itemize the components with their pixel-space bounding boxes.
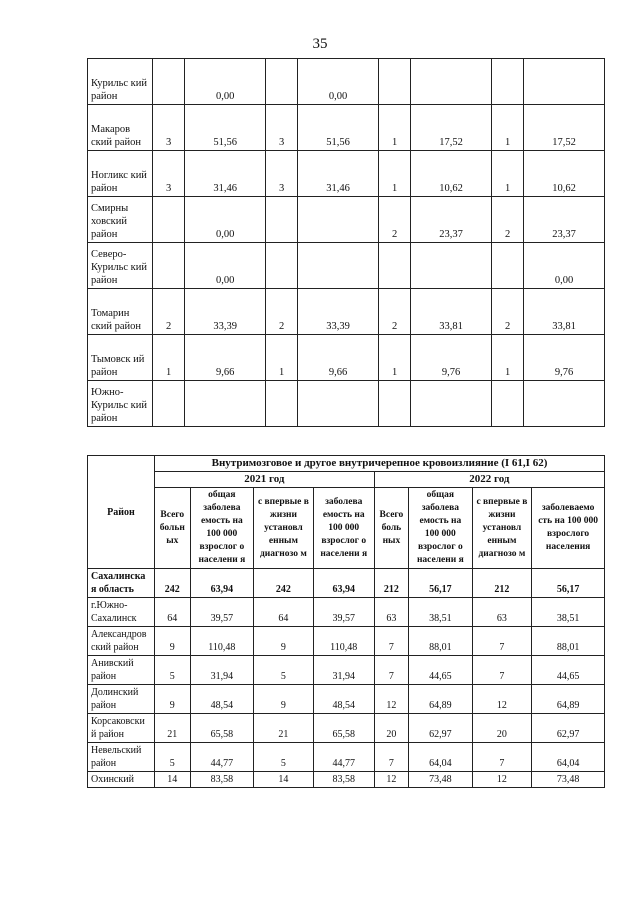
table-stroke-incidence xyxy=(87,455,605,788)
value-cell: 12 xyxy=(472,685,532,714)
table-row xyxy=(88,197,605,243)
value-cell: 2 xyxy=(491,289,523,335)
value-cell: 1 xyxy=(153,335,185,381)
table-row xyxy=(88,772,605,788)
value-cell: 7 xyxy=(374,627,408,656)
district-name-cell: г.Южно-Сахалинск xyxy=(88,598,155,627)
value-cell: 212 xyxy=(374,569,408,598)
value-cell: 7 xyxy=(374,656,408,685)
col-header: общая заболева емость на 100 000 взрослог о населени я xyxy=(190,488,254,569)
value-cell xyxy=(265,381,297,427)
value-cell: 64 xyxy=(155,598,191,627)
value-cell xyxy=(378,59,410,105)
value-cell xyxy=(491,381,523,427)
table-row xyxy=(88,105,605,151)
district-name-cell: Сахалинска я область xyxy=(88,569,155,598)
table-stroke-body xyxy=(88,569,605,788)
value-cell: 31,46 xyxy=(185,151,266,197)
table-row xyxy=(88,714,605,743)
value-cell xyxy=(524,381,605,427)
value-cell: 1 xyxy=(491,335,523,381)
value-cell: 9,76 xyxy=(411,335,492,381)
year-2022-header: 2022 год xyxy=(374,472,604,488)
value-cell: 0,00 xyxy=(524,243,605,289)
value-cell: 9 xyxy=(155,685,191,714)
value-cell xyxy=(153,381,185,427)
table-row xyxy=(88,381,605,427)
value-cell: 12 xyxy=(374,685,408,714)
value-cell: 44,65 xyxy=(409,656,473,685)
district-name-cell: Южно-Курильс кий район xyxy=(88,381,153,427)
value-cell: 9 xyxy=(254,685,314,714)
table-row xyxy=(88,656,605,685)
value-cell: 9,66 xyxy=(298,335,379,381)
value-cell: 51,56 xyxy=(185,105,266,151)
value-cell: 73,48 xyxy=(409,772,473,788)
value-cell: 73,48 xyxy=(532,772,605,788)
value-cell: 1 xyxy=(491,151,523,197)
value-cell: 1 xyxy=(265,335,297,381)
table-row xyxy=(88,627,605,656)
value-cell: 14 xyxy=(254,772,314,788)
table-row xyxy=(88,151,605,197)
value-cell: 44,77 xyxy=(190,743,254,772)
value-cell: 0,00 xyxy=(298,59,379,105)
col-header: с впервые в жизни установл енным диагнозо м xyxy=(472,488,532,569)
value-cell xyxy=(298,381,379,427)
value-cell: 63 xyxy=(472,598,532,627)
value-cell: 38,51 xyxy=(532,598,605,627)
district-name-cell: Макаров ский район xyxy=(88,105,153,151)
value-cell: 10,62 xyxy=(411,151,492,197)
value-cell: 63,94 xyxy=(190,569,254,598)
table-continued xyxy=(87,58,605,427)
table-header xyxy=(88,456,605,569)
value-cell: 64 xyxy=(254,598,314,627)
table-row xyxy=(88,569,605,598)
value-cell: 33,39 xyxy=(185,289,266,335)
value-cell: 2 xyxy=(153,289,185,335)
table-row xyxy=(88,289,605,335)
value-cell: 0,00 xyxy=(185,243,266,289)
value-cell xyxy=(298,243,379,289)
value-cell: 31,94 xyxy=(313,656,374,685)
value-cell: 38,51 xyxy=(409,598,473,627)
col-header: общая заболева емость на 100 000 взрослог о населени я xyxy=(409,488,473,569)
value-cell: 3 xyxy=(265,105,297,151)
district-name-cell: Томарин ский район xyxy=(88,289,153,335)
col-header: заболева емость на 100 000 взрослог о населени я xyxy=(313,488,374,569)
value-cell xyxy=(491,243,523,289)
district-name-cell: Ногликс кий район xyxy=(88,151,153,197)
value-cell: 62,97 xyxy=(532,714,605,743)
value-cell: 1 xyxy=(378,105,410,151)
value-cell: 64,89 xyxy=(409,685,473,714)
value-cell: 9,76 xyxy=(524,335,605,381)
value-cell: 9,66 xyxy=(185,335,266,381)
value-cell: 33,81 xyxy=(524,289,605,335)
value-cell: 48,54 xyxy=(313,685,374,714)
table-row xyxy=(88,685,605,714)
value-cell xyxy=(524,59,605,105)
value-cell: 63,94 xyxy=(313,569,374,598)
table-row xyxy=(88,598,605,627)
value-cell: 56,17 xyxy=(532,569,605,598)
value-cell xyxy=(153,243,185,289)
value-cell: 62,97 xyxy=(409,714,473,743)
value-cell: 39,57 xyxy=(190,598,254,627)
value-cell: 7 xyxy=(472,627,532,656)
value-cell xyxy=(378,381,410,427)
value-cell: 64,89 xyxy=(532,685,605,714)
value-cell: 56,17 xyxy=(409,569,473,598)
col-header: с впервые в жизни установл енным диагнозо м xyxy=(254,488,314,569)
value-cell: 17,52 xyxy=(524,105,605,151)
col-header: Всего больн ых xyxy=(155,488,191,569)
value-cell: 242 xyxy=(155,569,191,598)
value-cell: 14 xyxy=(155,772,191,788)
page-number: 35 xyxy=(312,36,328,52)
table-row xyxy=(88,743,605,772)
value-cell: 7 xyxy=(472,743,532,772)
value-cell xyxy=(411,243,492,289)
value-cell: 21 xyxy=(155,714,191,743)
value-cell xyxy=(265,197,297,243)
value-cell: 20 xyxy=(472,714,532,743)
district-name-cell: Анивский район xyxy=(88,656,155,685)
value-cell: 0,00 xyxy=(185,59,266,105)
district-name-cell: Корсаковски й район xyxy=(88,714,155,743)
value-cell xyxy=(298,197,379,243)
value-cell: 17,52 xyxy=(411,105,492,151)
district-column-header: Район xyxy=(88,456,155,569)
value-cell: 1 xyxy=(378,335,410,381)
value-cell: 33,39 xyxy=(298,289,379,335)
district-name-cell: Тымовск ий район xyxy=(88,335,153,381)
value-cell: 212 xyxy=(472,569,532,598)
district-name-cell: Александров ский район xyxy=(88,627,155,656)
value-cell: 31,94 xyxy=(190,656,254,685)
table-row xyxy=(88,59,605,105)
value-cell: 3 xyxy=(265,151,297,197)
value-cell xyxy=(185,381,266,427)
value-cell xyxy=(153,197,185,243)
value-cell: 48,54 xyxy=(190,685,254,714)
value-cell: 5 xyxy=(254,656,314,685)
value-cell: 23,37 xyxy=(411,197,492,243)
district-name-cell: Невельский район xyxy=(88,743,155,772)
col-header: заболеваемо сть на 100 000 взрослого населения xyxy=(532,488,605,569)
value-cell: 44,77 xyxy=(313,743,374,772)
value-cell: 88,01 xyxy=(532,627,605,656)
value-cell: 0,00 xyxy=(185,197,266,243)
value-cell xyxy=(265,59,297,105)
value-cell xyxy=(411,59,492,105)
table-continued-body xyxy=(88,59,605,427)
value-cell: 10,62 xyxy=(524,151,605,197)
value-cell: 51,56 xyxy=(298,105,379,151)
value-cell: 1 xyxy=(491,105,523,151)
value-cell: 39,57 xyxy=(313,598,374,627)
value-cell: 12 xyxy=(374,772,408,788)
value-cell: 88,01 xyxy=(409,627,473,656)
district-name-cell: Северо-Курильс кий район xyxy=(88,243,153,289)
value-cell: 9 xyxy=(155,627,191,656)
value-cell xyxy=(411,381,492,427)
value-cell: 64,04 xyxy=(532,743,605,772)
value-cell: 3 xyxy=(153,105,185,151)
value-cell xyxy=(153,59,185,105)
value-cell: 21 xyxy=(254,714,314,743)
value-cell: 12 xyxy=(472,772,532,788)
value-cell: 1 xyxy=(378,151,410,197)
value-cell: 110,48 xyxy=(313,627,374,656)
value-cell: 2 xyxy=(378,289,410,335)
value-cell: 5 xyxy=(155,656,191,685)
value-cell: 2 xyxy=(265,289,297,335)
value-cell: 7 xyxy=(374,743,408,772)
value-cell xyxy=(491,59,523,105)
value-cell: 63 xyxy=(374,598,408,627)
value-cell: 2 xyxy=(378,197,410,243)
value-cell: 7 xyxy=(472,656,532,685)
value-cell: 9 xyxy=(254,627,314,656)
value-cell: 242 xyxy=(254,569,314,598)
value-cell: 20 xyxy=(374,714,408,743)
value-cell: 5 xyxy=(254,743,314,772)
value-cell: 65,58 xyxy=(190,714,254,743)
value-cell: 110,48 xyxy=(190,627,254,656)
value-cell xyxy=(265,243,297,289)
value-cell: 33,81 xyxy=(411,289,492,335)
value-cell: 65,58 xyxy=(313,714,374,743)
value-cell: 31,46 xyxy=(298,151,379,197)
district-name-cell: Курильс кий район xyxy=(88,59,153,105)
value-cell: 83,58 xyxy=(190,772,254,788)
value-cell: 23,37 xyxy=(524,197,605,243)
value-cell: 3 xyxy=(153,151,185,197)
value-cell: 64,04 xyxy=(409,743,473,772)
table-row xyxy=(88,335,605,381)
value-cell: 44,65 xyxy=(532,656,605,685)
value-cell: 5 xyxy=(155,743,191,772)
district-name-cell: Охинский xyxy=(88,772,155,788)
value-cell: 2 xyxy=(491,197,523,243)
value-cell xyxy=(378,243,410,289)
table-title: Внутримозговое и другое внутричерепное кровоизлияние (I 61,I 62) xyxy=(155,456,605,472)
value-cell: 83,58 xyxy=(313,772,374,788)
table-row xyxy=(88,243,605,289)
district-name-cell: Смирны ховский район xyxy=(88,197,153,243)
district-name-cell: Долинский район xyxy=(88,685,155,714)
col-header: Всего боль ных xyxy=(374,488,408,569)
year-2021-header: 2021 год xyxy=(155,472,375,488)
